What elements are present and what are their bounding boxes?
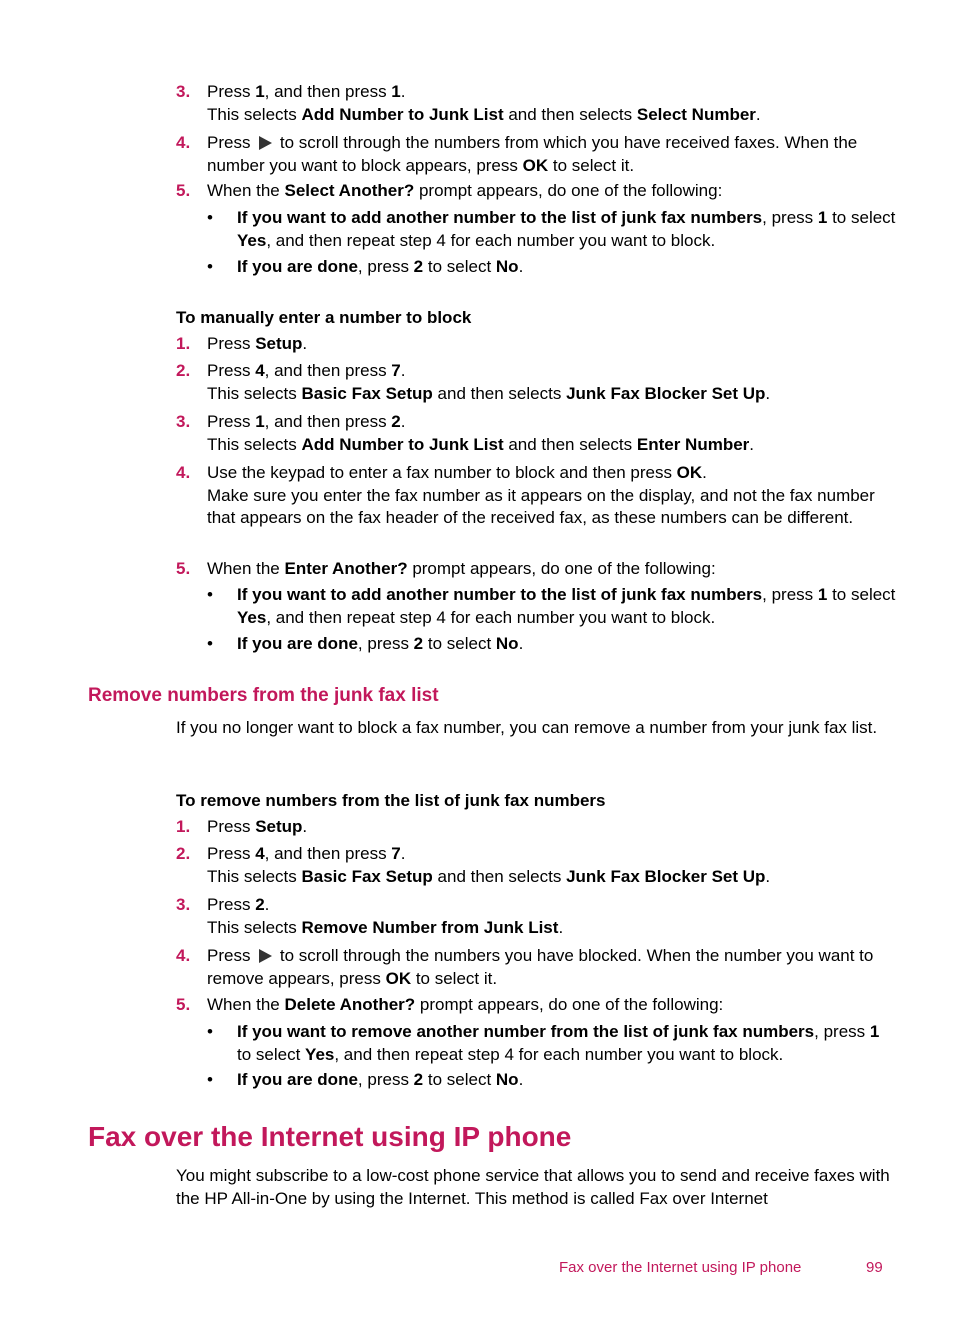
step-text: Press 4, and then press 7. This selects Basic Fax Setup and then selects Junk Fax Blocker Set Up. [207, 844, 771, 886]
step-text: When the Select Another? prompt appears, do one of the following: [207, 181, 723, 200]
step-number: 1. [176, 817, 191, 836]
bullet: • [207, 208, 213, 227]
step-text: Press to scroll through the numbers you have blocked. When the number you want to remove appears, press OK to select it. [207, 946, 874, 988]
step-number: 5. [176, 559, 191, 578]
step-number: 1. [176, 334, 191, 353]
step-number: 4. [176, 463, 191, 482]
step-text: When the Delete Another? prompt appears, do one of the following: [207, 995, 724, 1014]
right-arrow-icon [259, 949, 272, 963]
step-number: 2. [176, 361, 191, 380]
bullet-text: If you are done, press 2 to select No. [237, 257, 524, 276]
bullet: • [207, 1070, 213, 1089]
bullet-text: If you want to remove another number from the list of junk fax numbers, press 1 to select Yes, and then repeat step 4 for each number you want to block. [237, 1022, 880, 1064]
footer-section-title: Fax over the Internet using IP phone [559, 1259, 802, 1276]
step-text: Press 1, and then press 1. This selects Add Number to Junk List and then selects Select Number. [207, 82, 761, 124]
step-number: 5. [176, 995, 191, 1014]
step-text: Press 4, and then press 7. This selects Basic Fax Setup and then selects Junk Fax Blocker Set Up. [207, 361, 771, 403]
chapter-title: Fax over the Internet using IP phone [88, 1121, 572, 1152]
bullet: • [207, 634, 213, 653]
step-number: 4. [176, 133, 191, 152]
step-text: Press Setup. [207, 817, 308, 836]
bullet: • [207, 257, 213, 276]
chapter-intro: You might subscribe to a low-cost phone service that allows you to send and receive faxes with the HP All-in-One by using the Internet. This method is called Fax over Internet [176, 1166, 890, 1208]
step-number: 4. [176, 946, 191, 965]
section-title: Remove numbers from the junk fax list [88, 685, 439, 706]
procedure-heading: To manually enter a number to block [176, 308, 472, 327]
step-number: 5. [176, 181, 191, 200]
step-text: Press Setup. [207, 334, 308, 353]
bullet: • [207, 1022, 213, 1041]
step-text: Press 2. This selects Remove Number from Junk List. [207, 895, 564, 937]
bullet-text: If you are done, press 2 to select No. [237, 1070, 524, 1089]
step-number: 3. [176, 895, 191, 914]
section-intro: If you no longer want to block a fax number, you can remove a number from your junk fax list. [176, 718, 878, 737]
step-text: Press to scroll through the numbers from which you have received faxes. When the number you want to block appears, press OK to select it. [207, 133, 858, 175]
step-number: 2. [176, 844, 191, 863]
bullet-text: If you are done, press 2 to select No. [237, 634, 524, 653]
bullet-text: If you want to add another number to the list of junk fax numbers, press 1 to select Yes, and then repeat step 4 for each number you want to block. [237, 208, 896, 250]
step-number: 3. [176, 82, 191, 101]
procedure-heading: To remove numbers from the list of junk fax numbers [176, 791, 606, 810]
step-number: 3. [176, 412, 191, 431]
right-arrow-icon [259, 136, 272, 150]
step-text: Press 1, and then press 2. This selects Add Number to Junk List and then selects Enter Number. [207, 412, 755, 454]
bullet-text: If you want to add another number to the list of junk fax numbers, press 1 to select Yes, and then repeat step 4 for each number you want to block. [237, 585, 896, 627]
page-number: 99 [866, 1259, 883, 1276]
step-text: When the Enter Another? prompt appears, do one of the following: [207, 559, 716, 578]
bullet: • [207, 585, 213, 604]
step-text: Use the keypad to enter a fax number to block and then press OK. Make sure you enter the fax number as it appears on the display, and not the fax number that appears on the fax header of the received fax, as these numbers can be different. [207, 463, 875, 527]
